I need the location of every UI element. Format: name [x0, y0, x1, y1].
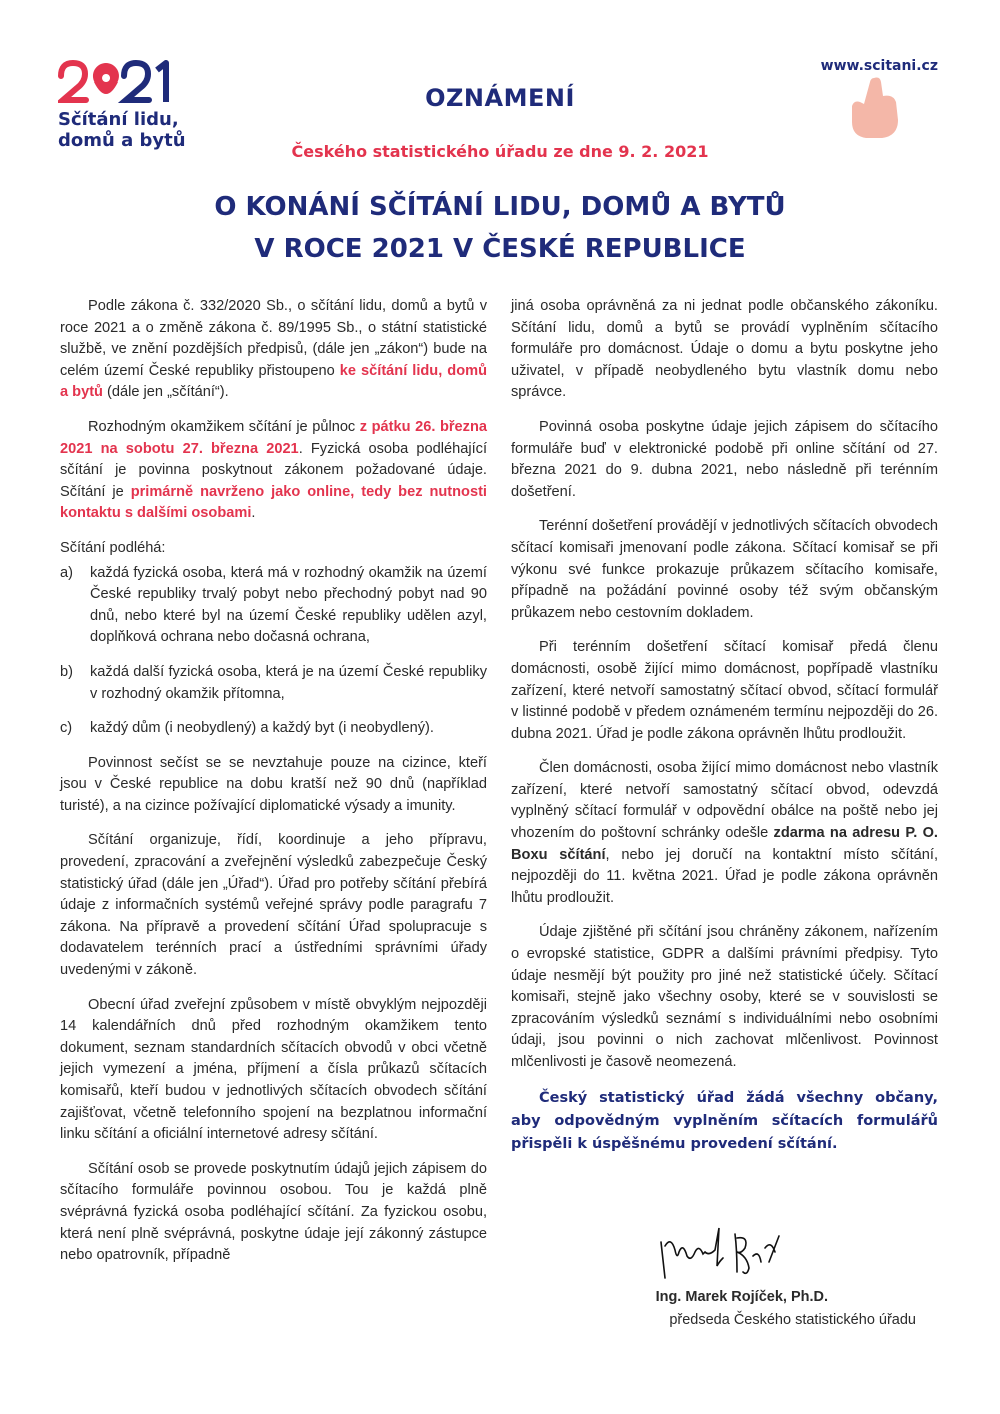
document-title — [0, 186, 1000, 270]
paragraph-organization: Sčítání organizuje, řídí, koordinuje a jeho přípravu, provedení, zpracování a zveřejnění výsledků zabezpečuje Český statistický úřad (dále jen „Úřad“). Úřad pro potřeby sčítání přebírá údaje z informačních systémů veřejné správy podle paragrafu 7 zákona. Na přípravě a provedení sčítání Úřad spolupracuje s dodavatelem terénních prací a ústředními správními úřady uvedenými v zákoně. — [60, 832, 487, 979]
signatory-role: předseda Českého statistického úřadu — [669, 1312, 916, 1328]
paragraph-continuation: jiná osoba oprávněná za ni jednat podle občanského zákoníku. Sčítání lidu, domů a bytů se provádí vyplněním sčítacího formuláře pro domácnost. Údaje o domu a bytu poskytne jeho uživatel, v případě neobydleného bytu vlastník domu nebo správce. — [511, 298, 938, 401]
paragraph-decisive-moment: Rozhodným okamžikem sčítání je půlnoc z pátku 26. března 2021 na sobotu 27. března 2021. Fyzická osoba podléhající sčítání je povinna poskytnout zákonem požadované údaje. Sčítání je primárně navrženo jako online, tedy bez nutnosti kontaktu s dalšími osobami. — [60, 418, 488, 522]
right-column — [511, 296, 938, 1169]
title-line-1: O KONÁNÍ SČÍTÁNÍ LIDU, DOMŮ A BYTŮ — [214, 192, 786, 222]
logo-line1: Sčítání lidu, — [58, 109, 179, 130]
page-heading: OZNÁMENÍ — [425, 84, 575, 112]
left-column — [60, 296, 487, 1280]
paragraph-exemptions: Povinnost sečíst se se nevztahuje pouze na cizince, kteří jsou v České republice na dobu kratší než 90 dnů (například turisté), a na cizince požívající diplomatické výsady a imunity. — [60, 754, 487, 814]
paragraph-form-return: Člen domácnosti, osoba žijící mimo domácnost nebo vlastník zařízení, které netvoří samostatný sčítací obvod, odevzdá vyplněný sčítací formulář v odpovědní obálce na poště nebo jej vhozením do poštovní schránky odešle zdarma na adresu P. O. Boxu sčítání, nebo jej doručí na kontaktní místo sčítání, nejpozději do 11. května 2021. Úřad je podle zákona oprávněn lhůtu prodloužit. — [511, 760, 938, 906]
subject-list — [60, 563, 487, 740]
paragraph-census-persons: Sčítání osob se provede poskytnutím údajů jejich zápisem do sčítacího formuláře povinnou osobou. Tou je každá plně svéprávná fyzická osoba podléhající sčítání. Za fyzickou osobu, která není plně svéprávná, poskytne údaje její zákonný zástupce nebo opatrovník, případně — [60, 1160, 487, 1264]
paragraph-law: Podle zákona č. 332/2020 Sb., o sčítání lidu, domů a bytů v roce 2021 a o změně zákona č. 89/1995 Sb., o státní statistické službě, ve znění pozdějších předpisů, (dále jen „zákon“) bude na celém území České republiky přistoupeno ke sčítání lidu, domů a bytů (dále jen „sčítání“). — [60, 298, 487, 401]
signatory — [511, 1286, 946, 1332]
website-url[interactable]: www.scitani.cz — [820, 58, 938, 74]
paragraph-field-survey: Terénní došetření provádějí v jednotlivých sčítacích obvodech sčítací komisaři jmenovaní podle zákona. Sčítací komisař se při výkonu své funkce prokazuje průkazem sčítacího komisaře, případně na požádání povinné osoby též svým občanským průkazem nebo cestovním dokladem. — [511, 518, 938, 621]
handwritten-signature — [657, 1222, 787, 1289]
list-intro: Sčítání podléhá: — [60, 539, 166, 556]
paragraph-municipal-office: Obecní úřad zveřejní způsobem v místě obvyklým nejpozději 14 kalendářních dnů před rozhodným okamžikem tento dokument, seznam standardních sčítacích obvodů v obci včetně jejich vymezení a jména, příjmení a čísla průkazů sčítacích komisařů, kteří budou v jednotlivých sčítacích obvodech sčítání zajišťovat, včetně telefonního spojení na bezplatnou informační linku sčítání a oficiální internetové adresy sčítání. — [60, 996, 487, 1143]
announcement-date: Českého statistického úřadu ze dne 9. 2. 2021 — [291, 142, 709, 161]
paragraph-data-protection: Údaje zjištěné při sčítání jsou chráněny zákonem, nařízením o evropské statistice, GDPR a dalšími právními předpisy. Tyto údaje nesmějí být použity pro jiné než statistické účely. Sčítací komisaři, stejně jako všechny osoby, které se v souvislosti se zpracováním výsledků seznámí s individuálními nebo osobními údaji, jsou povinni o nich zachovat mlčenlivost. Povinnost mlčenlivosti je časově neomezená. — [511, 924, 938, 1070]
closing-appeal: Český statistický úřad žádá všechny občany, aby odpovědným vyplněním sčítacích formulářů přispěli k úspěšnému provedení sčítání. — [511, 1089, 938, 1152]
paragraph-paper-form: Při terénním došetření sčítací komisař předá členu domácnosti, osobě žijící mimo domácnost, popřípadě vlastníku zařízení, které netvoří samostatný sčítací obvod, sčítací formulář v listinné podobě v předem oznámeném termínu nejpozději do 26. dubna 2021. Úřad je podle zákona oprávněn lhůtu prodloužit. — [511, 639, 938, 742]
list-item: b) každá další fyzická osoba, která je na území České republiky v rozhodný okamžik přítomna, — [60, 663, 487, 702]
title-line-2: V ROCE 2021 V ČESKÉ REPUBLICE — [254, 234, 746, 264]
list-item: c) každý dům (i neobydlený) a každý byt (i neobydlený). — [60, 720, 434, 737]
signatory-name: Ing. Marek Rojíček, Ph.D. — [655, 1289, 828, 1305]
paragraph-online-dates: Povinná osoba poskytne údaje jejich zápisem do sčítacího formuláře buď v elektronické podobě při online sčítání od 27. března 2021 do 9. dubna 2021, nebo následně při terénním došetření. — [511, 418, 938, 500]
logo-line2: domů a bytů — [58, 130, 186, 151]
list-item: a) každá fyzická osoba, která má v rozhodný okamžik na území České republiky trvalý pobyt nebo přechodný pobyt nad 90 dnů, nebo které byl na území České republiky udělen azyl, doplňková ochrana nebo dočasná ochrana, — [60, 564, 487, 646]
